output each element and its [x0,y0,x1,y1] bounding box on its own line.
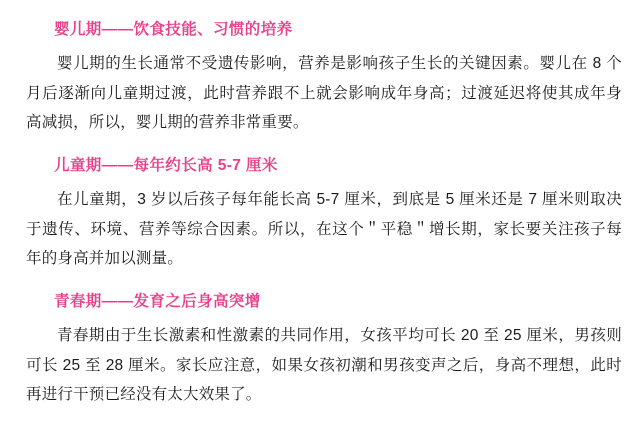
section-adolescence [26,290,626,410]
left-margin [0,0,24,446]
section-body-adolescence: 青春期由于生长激素和性激素的共同作用，女孩平均可长 20 至 25 厘米，男孩则可长 25 至 28 厘米。家长应注意，如果女孩初潮和男孩变声之后，身高不理想，此时再进行干预已经没有太大效果了。 [26,326,622,404]
section-heading-adolescence: 青春期——发育之后身高突增 [54,293,261,311]
article-content [26,0,626,412]
section-body-infancy: 婴儿期的生长通常不受遗传影响，营养是影响孩子生长的关键因素。婴儿在 8 个月后逐渐向儿童期过渡，此时营养跟不上就会影响成年身高；过渡延迟将使其成年身高减损，所以，婴儿期的营养非常重要。 [26,54,622,132]
section-body-childhood: 在儿童期，3 岁以后孩子每年能长高 5-7 厘米，到底是 5 厘米还是 7 厘米则取决于遗传、环境、营养等综合因素。所以，在这个＂平稳＂增长期，家长要关注孩子每年的身高并加以测量。 [26,190,622,268]
section-heading-childhood: 儿童期——每年约长高 5-7 厘米 [54,157,278,175]
section-heading-infancy: 婴儿期——饮食技能、习惯的培养 [54,21,293,38]
section-childhood [26,154,626,274]
section-infancy [26,18,626,138]
